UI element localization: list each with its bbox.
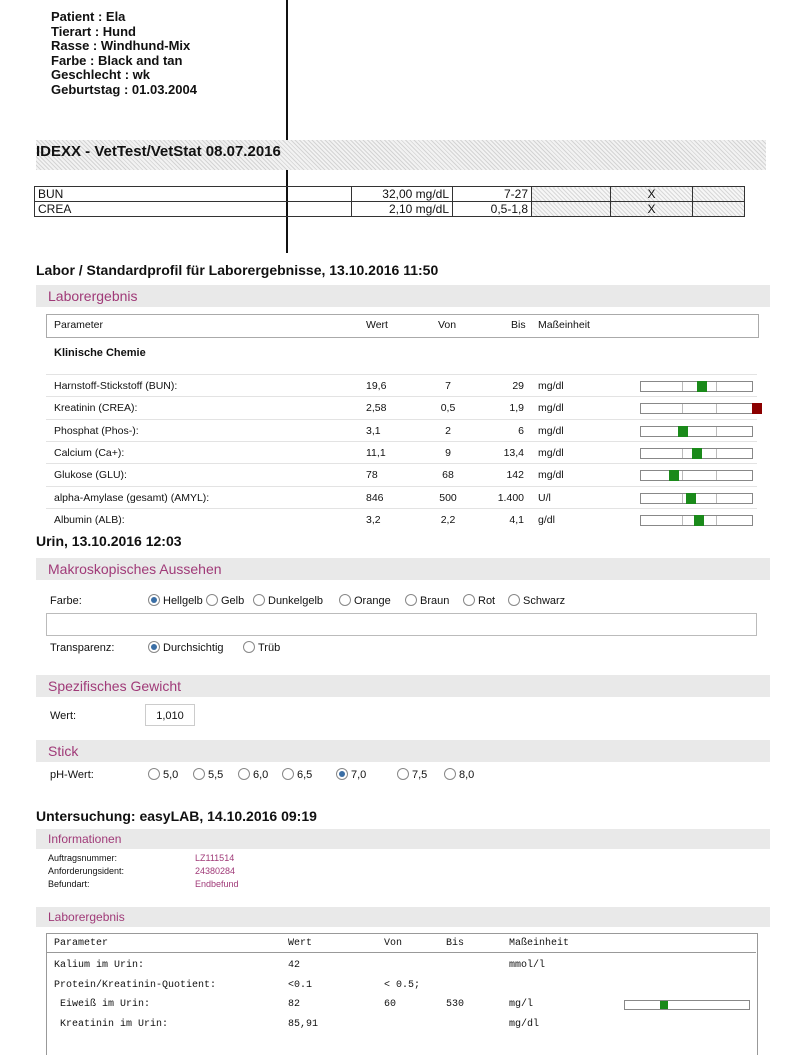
- gauge-tick: [682, 449, 683, 458]
- row-parameter: Kreatinin (CREA):: [54, 402, 138, 415]
- col-bis: Bis: [511, 319, 526, 331]
- farbe-option[interactable]: [148, 594, 203, 607]
- farbe-option[interactable]: [508, 594, 565, 607]
- ph-option[interactable]: [238, 768, 268, 781]
- row-von: < 0.5;: [384, 979, 421, 991]
- radio-button[interactable]: [463, 594, 475, 606]
- group-label: Klinische Chemie: [54, 347, 146, 359]
- gauge-marker: [669, 470, 679, 481]
- row-bis: 4,1: [509, 513, 524, 526]
- gauge-tick: [716, 494, 717, 503]
- col-von: Von: [384, 938, 403, 949]
- gauge-marker: [660, 1001, 668, 1009]
- transparenz-option[interactable]: [148, 641, 224, 654]
- table-row: [35, 187, 745, 202]
- range-gauge: [640, 448, 753, 459]
- row-von: 500: [439, 491, 457, 504]
- row-bis: 1,9: [509, 402, 524, 415]
- row-bis: 29: [512, 380, 524, 392]
- range-gauge: [640, 403, 753, 414]
- ph-option-label: 7,5: [412, 769, 428, 781]
- ph-option-label: 8,0: [459, 769, 475, 781]
- gauge-tick: [716, 404, 717, 413]
- row-unit: mg/dl: [538, 402, 564, 415]
- radio-button[interactable]: [397, 768, 409, 780]
- range-gauge: [640, 515, 753, 526]
- farbe-option[interactable]: [405, 594, 449, 607]
- row-wert: 85,91: [288, 1018, 319, 1030]
- ph-option[interactable]: [148, 768, 178, 781]
- row-parameter: Phosphat (Phos-):: [54, 424, 139, 437]
- gewicht-label: Wert:: [50, 710, 77, 722]
- row-wert: 2,58: [366, 402, 387, 415]
- urin-heading: Urin, 13.10.2016 12:03: [36, 533, 182, 549]
- gauge-marker: [692, 448, 702, 459]
- info-label: Befundart:: [48, 879, 90, 889]
- row-bis: 6: [518, 424, 524, 437]
- ph-option[interactable]: [444, 768, 474, 781]
- idexx-value: 2,10 mg/dL: [352, 202, 453, 217]
- transparenz-option-label: Durchsichtig: [163, 642, 224, 654]
- radio-button[interactable]: [148, 768, 160, 780]
- gauge-tick: [682, 516, 683, 525]
- row-wert: 82: [288, 999, 301, 1010]
- range-gauge: [640, 426, 753, 437]
- idexx-title: IDEXX - VetTest/VetStat 08.07.2016: [36, 143, 281, 160]
- labor1-section-band: Laborergebnis: [36, 285, 770, 307]
- farbe-option-label: Braun: [420, 595, 450, 607]
- row-unit: mmol/l: [509, 960, 546, 971]
- row-parameter: Calcium (Ca+):: [54, 446, 125, 459]
- info-value: 24380284: [195, 866, 236, 876]
- ph-option-label: 6,5: [297, 769, 313, 781]
- gauge-tick: [716, 427, 717, 436]
- row-param: Protein/Kreatinin-Quotient:: [54, 979, 217, 991]
- gauge-marker: [694, 515, 704, 526]
- row-param: Eiweiß im Urin:: [60, 999, 151, 1010]
- ph-option-label: 5,0: [163, 769, 179, 781]
- ph-option[interactable]: [193, 768, 223, 781]
- ph-option[interactable]: [282, 768, 312, 781]
- table-row: [35, 202, 745, 217]
- col-unit: Maßeinheit: [509, 938, 570, 949]
- gewicht-section-band: Spezifisches Gewicht: [36, 675, 770, 697]
- row-param: Kreatinin im Urin:: [60, 1018, 169, 1030]
- labor2-section-band: Laborergebnis: [36, 907, 770, 927]
- row-param: Kalium im Urin:: [54, 960, 145, 971]
- range-gauge: [640, 470, 753, 481]
- row-wert: 19,6: [366, 380, 387, 392]
- farbe-option-label: Rot: [478, 595, 496, 607]
- row-wert: 78: [366, 469, 378, 482]
- transparenz-label: Transparenz:: [50, 642, 115, 654]
- farbe-option-label: Orange: [354, 595, 391, 607]
- idexx-empty: [693, 202, 745, 217]
- range-gauge: [640, 381, 753, 392]
- col-von: Von: [438, 319, 457, 331]
- radio-button[interactable]: [193, 768, 205, 780]
- patient-color: Farbe : Black and tan: [51, 52, 183, 68]
- info-label: Auftragsnummer:: [48, 853, 118, 863]
- info-section-band: Informationen: [36, 829, 770, 849]
- idexx-empty: [532, 187, 611, 202]
- radio-button[interactable]: [508, 594, 520, 606]
- gauge-tick: [716, 449, 717, 458]
- row-unit: mg/dl: [538, 446, 564, 459]
- row-bis: 530: [446, 999, 465, 1010]
- gauge-marker: [686, 493, 696, 504]
- patient-birthday: Geburtstag : 01.03.2004: [51, 81, 197, 97]
- farbe-text-field[interactable]: [46, 613, 757, 636]
- gauge-marker: [697, 381, 707, 392]
- gauge-tick: [682, 382, 683, 391]
- radio-button[interactable]: [243, 641, 255, 653]
- radio-button[interactable]: [339, 594, 351, 606]
- row-wert: <0.1: [288, 979, 313, 991]
- labor1-column-headers: [54, 314, 754, 336]
- radio-button[interactable]: [253, 594, 265, 606]
- row-unit: U/l: [538, 491, 551, 504]
- row-von: 60: [384, 999, 397, 1010]
- row-bis: 1.400: [497, 491, 524, 504]
- gauge-tick: [682, 404, 683, 413]
- idexx-flag: X: [611, 187, 693, 202]
- gewicht-value-field[interactable]: 1,010: [145, 704, 195, 726]
- makro-section-band: Makroskopisches Aussehen: [36, 558, 770, 580]
- row-unit: mg/dl: [538, 380, 564, 392]
- radio-button[interactable]: [336, 768, 348, 780]
- idexx-empty: [532, 202, 611, 217]
- gauge-tick: [682, 471, 683, 480]
- row-bis: 142: [506, 469, 524, 482]
- farbe-option[interactable]: [206, 594, 244, 607]
- row-parameter: Albumin (ALB):: [54, 513, 125, 526]
- gauge-tick: [716, 382, 717, 391]
- row-wert: 846: [366, 491, 384, 504]
- row-unit: g/dl: [538, 513, 555, 526]
- gauge-marker: [752, 403, 762, 414]
- row-von: 0,5: [440, 402, 456, 415]
- farbe-option[interactable]: [339, 594, 391, 607]
- row-von: 68: [442, 469, 454, 482]
- col-parameter: Parameter: [54, 938, 109, 949]
- row-von: 2,2: [440, 513, 456, 526]
- patient-info: [51, 10, 197, 97]
- labor1-heading: Labor / Standardprofil für Laborergebnisse, 13.10.2016 11:50: [36, 262, 439, 278]
- idexx-value: 32,00 mg/dL: [352, 187, 453, 202]
- radio-button[interactable]: [444, 768, 456, 780]
- farbe-option-label: Schwarz: [523, 595, 566, 607]
- col-parameter: Parameter: [54, 319, 104, 331]
- row-bis: 13,4: [503, 446, 524, 459]
- gauge-tick: [716, 471, 717, 480]
- patient-name: Patient : Ela: [51, 9, 126, 24]
- farbe-option[interactable]: [253, 594, 323, 607]
- row-parameter: alpha-Amylase (gesamt) (AMYL):: [54, 491, 210, 504]
- row-wert: 3,2: [366, 513, 381, 526]
- ph-label: pH-Wert:: [50, 769, 94, 781]
- row-von: 9: [445, 446, 451, 459]
- patient-sex: Geschlecht : wk: [51, 67, 150, 82]
- farbe-option-label: Dunkelgelb: [268, 595, 324, 607]
- idexx-param: BUN: [35, 187, 352, 202]
- transparenz-option[interactable]: [243, 641, 280, 654]
- radio-button[interactable]: [206, 594, 218, 606]
- idexx-flag: X: [611, 202, 693, 217]
- gauge-marker: [678, 426, 688, 437]
- range-gauge: [624, 1000, 750, 1010]
- col-bis: Bis: [446, 938, 465, 949]
- gauge-tick: [716, 516, 717, 525]
- info-value: Endbefund: [195, 879, 239, 889]
- idexx-range: 0,5-1,8: [453, 202, 532, 217]
- row-parameter: Harnstoff-Stickstoff (BUN):: [54, 380, 178, 392]
- ph-option-label: 5,5: [208, 769, 224, 781]
- col-wert: Wert: [366, 319, 388, 331]
- stick-section-band: Stick: [36, 740, 770, 762]
- gauge-tick: [682, 494, 683, 503]
- col-unit: Maßeinheit: [538, 319, 590, 331]
- ph-option[interactable]: [397, 768, 427, 781]
- radio-button[interactable]: [238, 768, 250, 780]
- farbe-option[interactable]: [463, 594, 495, 607]
- labor2-header-separator: [46, 952, 756, 953]
- row-wert: 3,1: [366, 424, 381, 437]
- farbe-option-label: Gelb: [221, 595, 245, 607]
- farbe-option-label: Hellgelb: [163, 595, 203, 607]
- row-unit: mg/l: [509, 999, 534, 1010]
- radio-button[interactable]: [148, 641, 160, 653]
- easylab-heading: Untersuchung: easyLAB, 14.10.2016 09:19: [36, 808, 317, 824]
- radio-button[interactable]: [282, 768, 294, 780]
- farbe-label: Farbe:: [50, 595, 82, 607]
- row-unit: mg/dl: [538, 469, 564, 482]
- range-gauge: [640, 493, 753, 504]
- row-wert: 11,1: [366, 446, 386, 459]
- idexx-param: CREA: [35, 202, 352, 217]
- idexx-empty: [693, 187, 745, 202]
- idexx-range: 7-27: [453, 187, 532, 202]
- col-wert: Wert: [288, 938, 313, 949]
- radio-button[interactable]: [405, 594, 417, 606]
- row-unit: mg/dl: [538, 424, 564, 437]
- row-von: 2: [445, 424, 451, 437]
- idexx-table: [34, 186, 745, 217]
- ph-option-label: 6,0: [253, 769, 269, 781]
- patient-species: Tierart : Hund: [51, 23, 136, 39]
- row-von: 7: [445, 380, 451, 392]
- info-label: Anforderungsident:: [48, 866, 125, 876]
- row-wert: 42: [288, 960, 301, 971]
- patient-breed: Rasse : Windhund-Mix: [51, 38, 191, 53]
- radio-button[interactable]: [148, 594, 160, 606]
- info-value: LZ111514: [195, 853, 235, 863]
- transparenz-option-label: Trüb: [258, 642, 281, 654]
- ph-option-label: 7,0: [351, 769, 367, 781]
- ph-option[interactable]: [336, 768, 366, 781]
- row-parameter: Glukose (GLU):: [54, 469, 127, 482]
- row-unit: mg/dl: [509, 1018, 540, 1030]
